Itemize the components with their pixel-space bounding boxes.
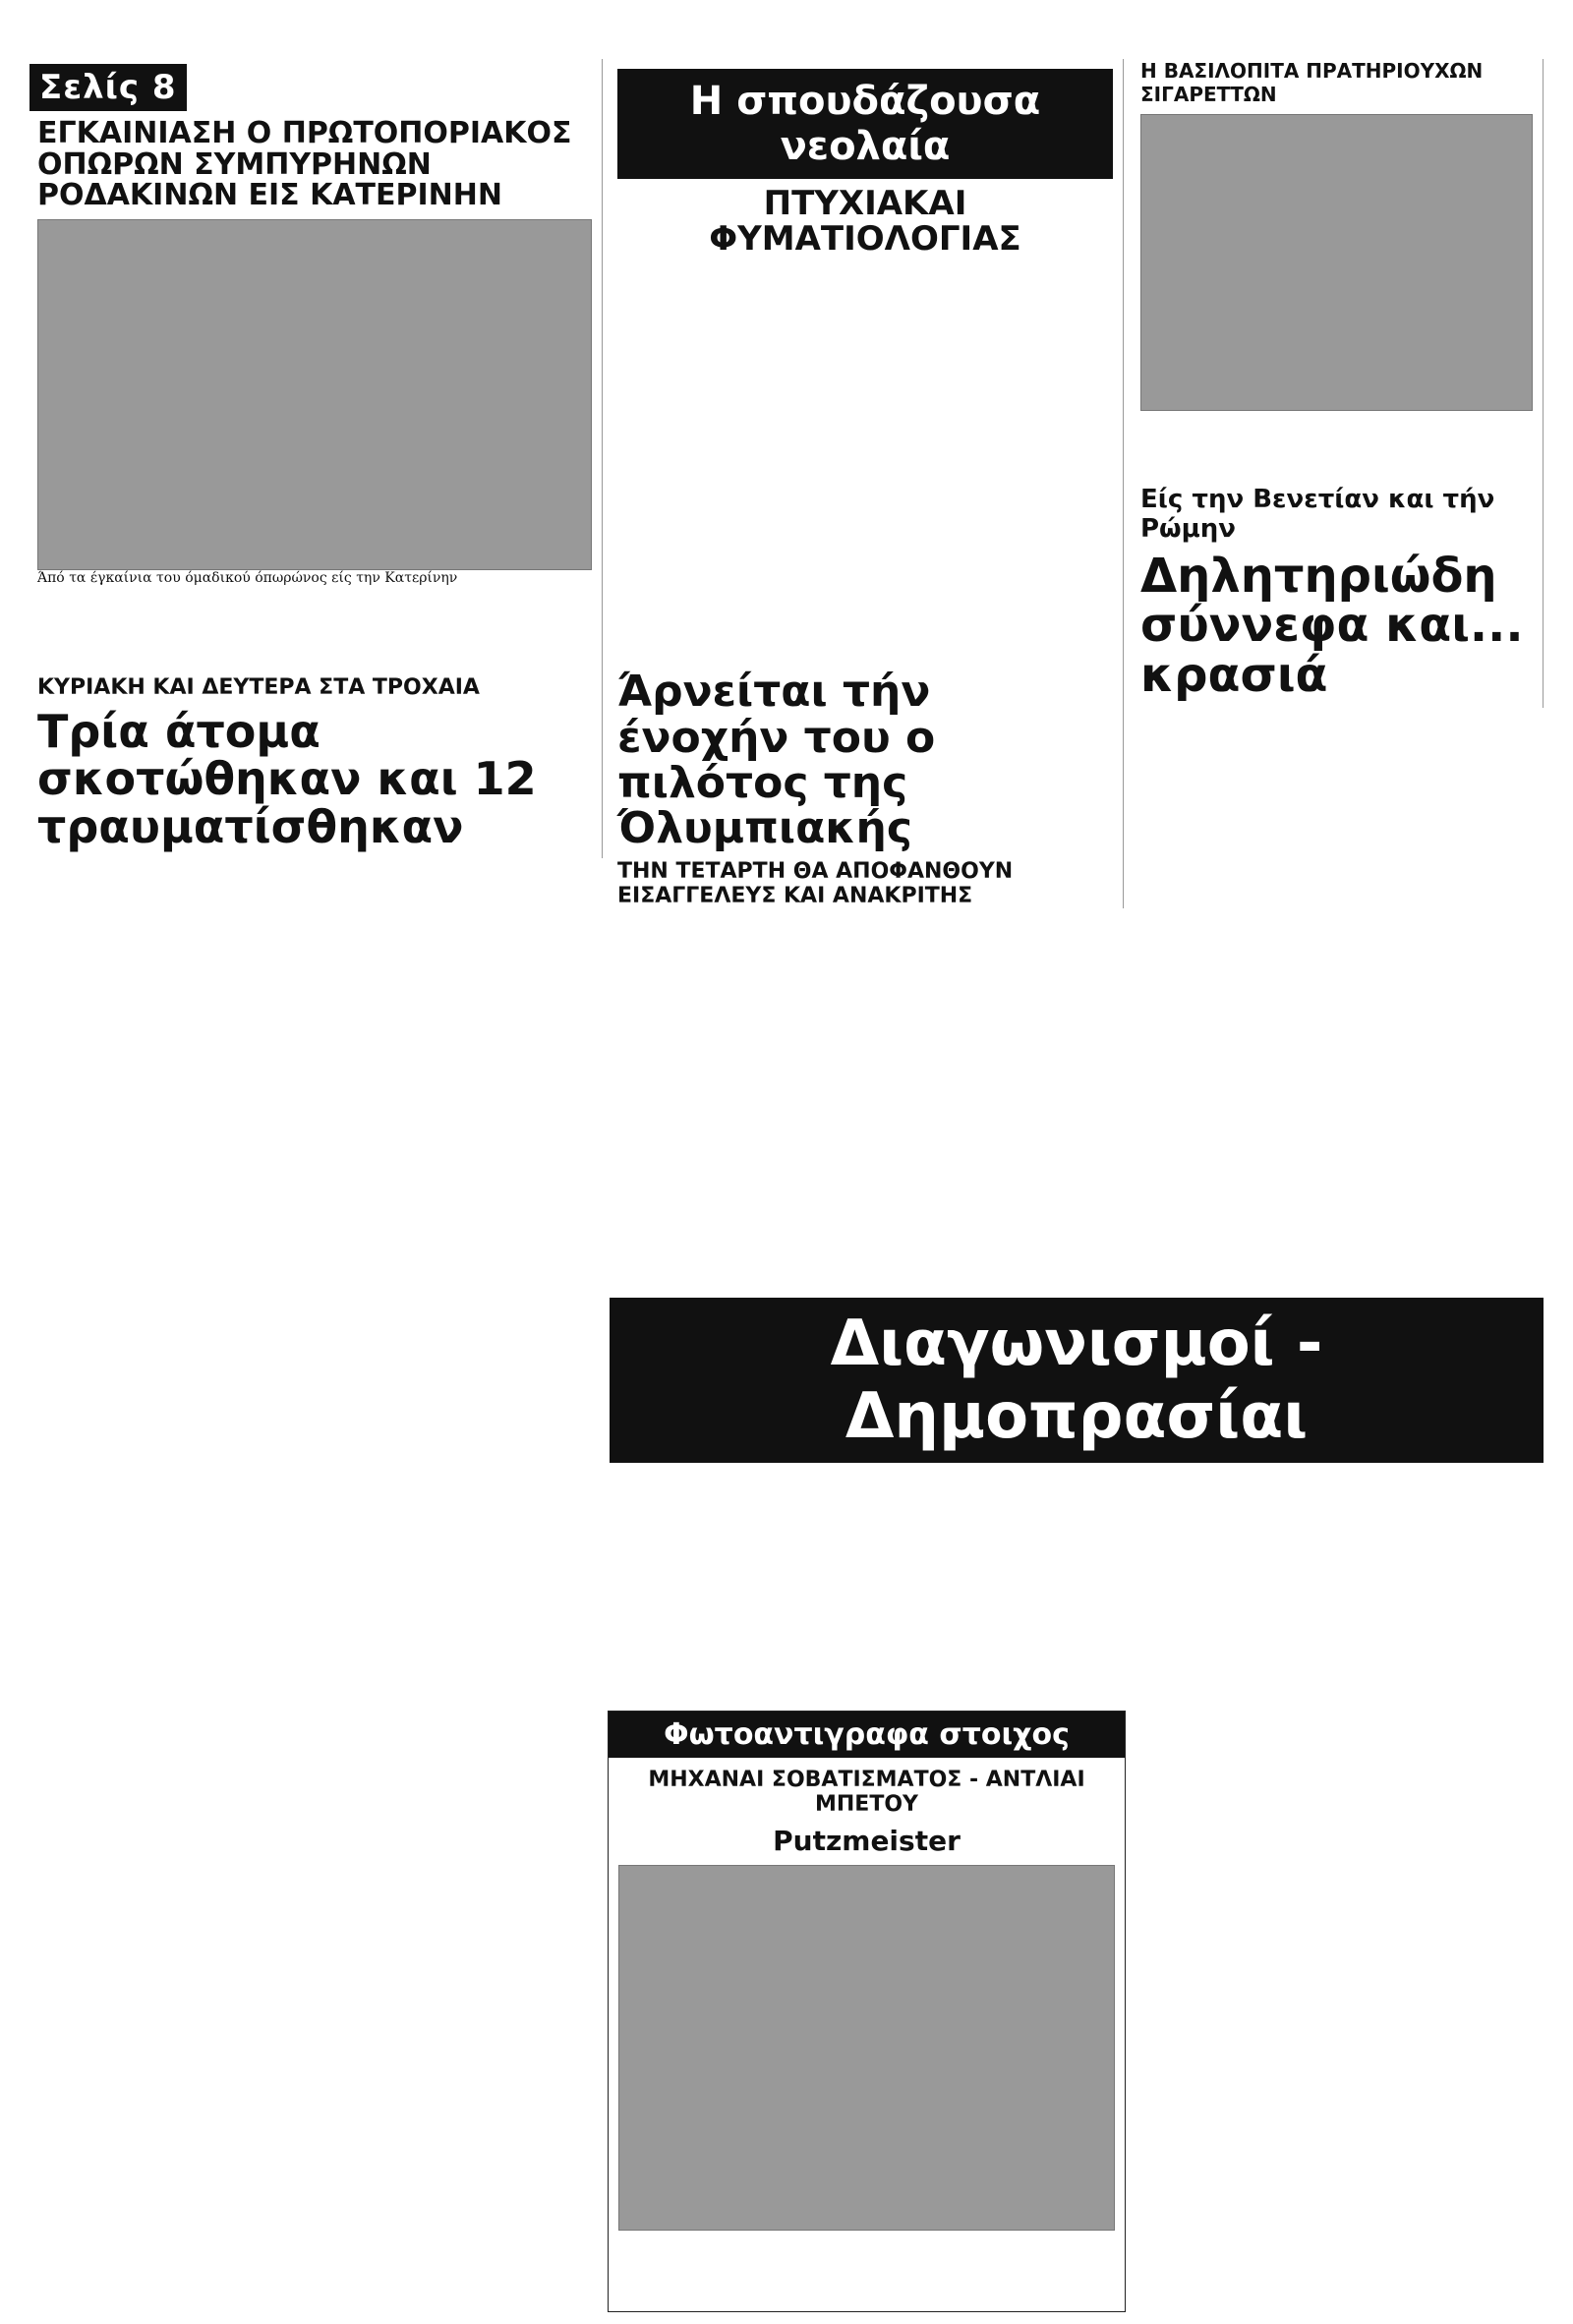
right-headline: Η ΒΑΣΙΛΟΠΙΤΑ ΠΡΑΤΗΡΙΟΥΧΩΝ ΣΙΓΑΡΕΤΤΩΝ <box>1140 59 1484 106</box>
center-column <box>608 59 1124 908</box>
trains-title: Τρία άτομα σκοτώθηκαν και 12 τραυματίσθηκαν <box>37 705 537 853</box>
ad-brand2: Putzmeister <box>773 1825 961 1857</box>
auction-banner: Διαγωνισμοί - Δημοπρασίαι <box>610 1298 1544 1463</box>
photo-caption: Άπό τα έγκαίνια του όμαδικού όπωρώνος είς την Κατερίνην <box>37 569 458 586</box>
cigarette-event-photo <box>1140 114 1533 411</box>
advertisement <box>608 1711 1126 2312</box>
ad-brand: Φωτοαντιγραφα στοιχος <box>609 1712 1125 1758</box>
opening-headline: ΕΓΚΑΙΝΙΑΣΗ Ο ΠΡΩΤΟΠΟΡΙΑΚΟΣ ΟΠΩΡΩΝ ΣΥΜΠΥΡΗΝΩΝ ΡΟΔΑΚΙΝΩΝ ΕΙΣ ΚΑΤΕΡΙΝΗΝ <box>37 116 572 212</box>
orchard-photo <box>37 219 592 570</box>
right-column <box>1131 59 1544 708</box>
right-title: Δηλητηριώδη σύννεφα και... κρασιά <box>1140 549 1524 703</box>
machine-photo <box>618 1865 1115 2231</box>
ad-machine-title: ΜΗΧΑΝΑΙ ΣΟΒΑΤΙΣΜΑΤΟΣ - ΑΝΤΛΙΑΙ ΜΠΕΤΟΥ <box>648 1768 1085 1817</box>
center-section-title: ΠΤΥΧΙΑΚΑΙ ΦΥΜΑΤΙΟΛΟΓΙΑΣ <box>709 184 1021 259</box>
section-number: Σελίς 8 <box>29 64 187 111</box>
pilot-subhead: ΤΗΝ ΤΕΤΑΡΤΗ ΘΑ ΑΠΟΦΑΝΘΟΥΝ ΕΙΣΑΓΓΕΛΕΥΣ ΚΑΙ ΑΝΑΚΡΙΤΗΣ <box>617 859 1014 909</box>
center-banner: Η σπουδάζουσα νεολαία <box>617 69 1113 179</box>
pilot-article-title: Άρνείται τήν ένοχήν του ο πιλότος της Όλυμπιακής <box>617 667 936 853</box>
trains-kicker: ΚΥΡΙΑΚΗ ΚΑΙ ΔΕΥΤΕΡΑ ΣΤΑ ΤΡΟΧΑΙΑ <box>37 675 480 700</box>
left-column <box>28 59 603 858</box>
right-sub: Είς την Βενετίαν και τήν Ρώμην <box>1140 485 1495 544</box>
